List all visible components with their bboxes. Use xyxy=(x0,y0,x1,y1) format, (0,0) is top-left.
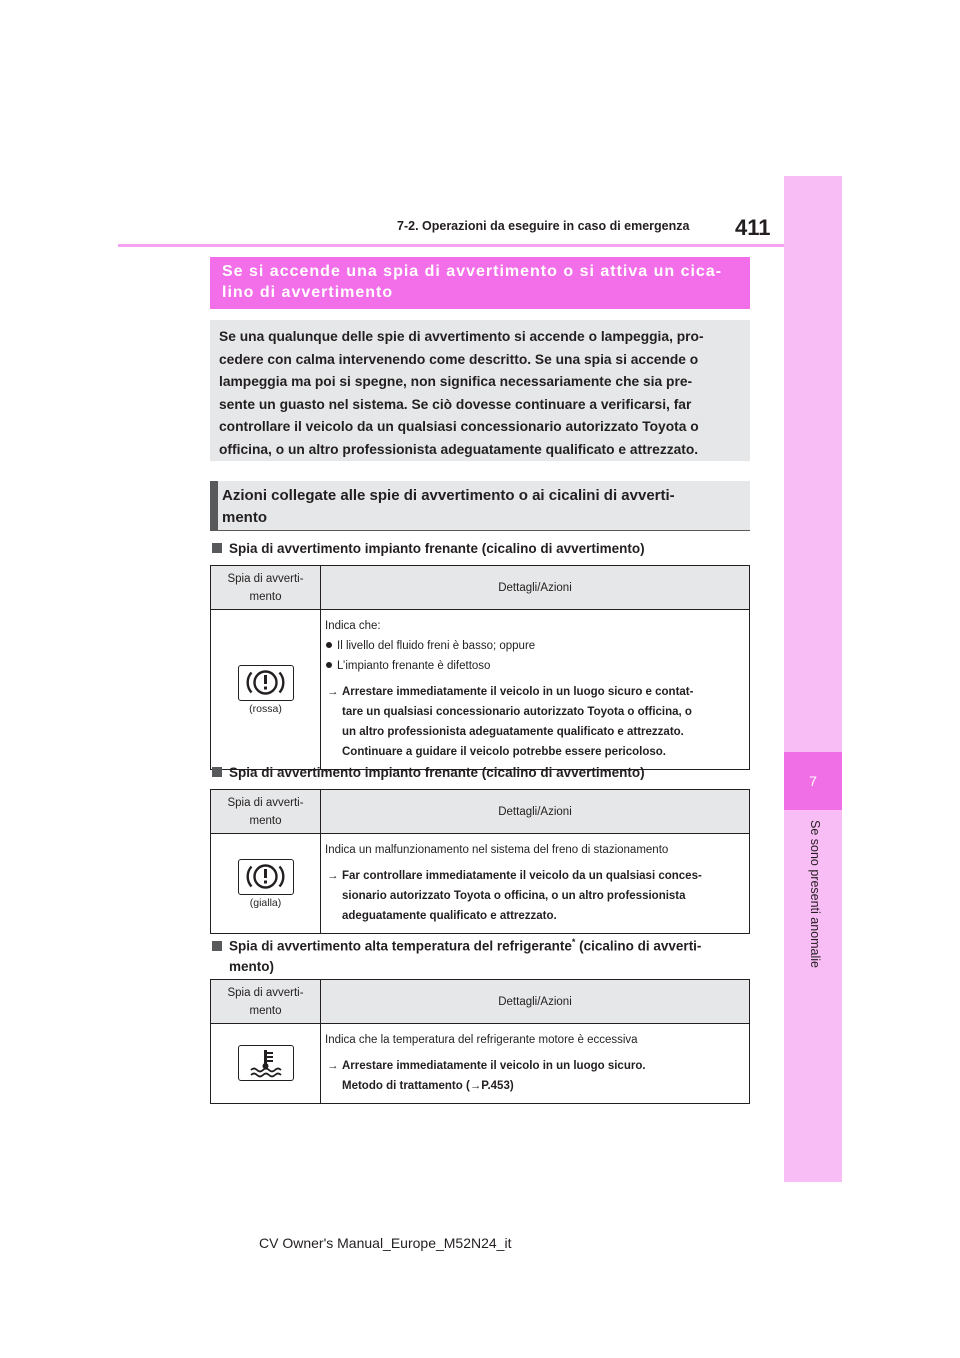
section-banner xyxy=(210,257,750,309)
brake-warning-icon xyxy=(238,859,294,895)
coolant-temperature-icon xyxy=(238,1045,294,1081)
details-bullet: L’impianto frenante è difettoso xyxy=(325,656,745,676)
details-intro: Indica che la temperatura del refrigerante motore è eccessiva xyxy=(325,1034,638,1046)
chapter-number: 7 xyxy=(784,752,842,810)
icon-caption: (rossa) xyxy=(249,702,282,715)
col-header-light: Spia di avverti- mento xyxy=(211,790,321,834)
details-action: → Arrestare immediatamente il veicolo in un luogo sicuro. Metodo di trattamento (→P.453) xyxy=(325,1056,745,1096)
col-header-details: Dettagli/Azioni xyxy=(321,790,750,834)
arrow-icon: → xyxy=(469,1080,482,1092)
brake-red-heading: Spia di avvertimento impianto frenante (cicalino di avvertimento) xyxy=(212,539,645,559)
chapter-title: Se sono presenti anomalie xyxy=(808,820,822,969)
intro-paragraph xyxy=(210,320,750,461)
brake-yellow-heading: Spia di avvertimento impianto frenante (cicalino di avvertimento) xyxy=(212,763,645,783)
square-bullet-icon xyxy=(212,543,222,553)
brake-red-table xyxy=(210,565,750,770)
icon-cell xyxy=(211,1024,321,1104)
arrow-icon: → xyxy=(327,686,339,698)
col-header-details: Dettagli/Azioni xyxy=(321,566,750,610)
details-cell xyxy=(321,834,750,934)
details-intro: Indica un malfunzionamento nel sistema del freno di stazionamento xyxy=(325,844,669,856)
details-intro: Indica che: xyxy=(325,620,381,632)
icon-cell xyxy=(211,834,321,934)
brake-warning-icon xyxy=(238,665,294,701)
details-action: → Far controllare immediatamente il veicolo da un qualsiasi conces- sionario autorizzato Toyota o officina, o un altro professionista adeguatamente qualificato e attrezzato. xyxy=(325,866,745,926)
arrow-icon: → xyxy=(327,1060,339,1072)
intro-line: lampeggia ma poi si spegne, non significa necessariamente che sia pre- xyxy=(219,374,693,389)
page-number: 411 xyxy=(735,215,771,240)
coolant-table xyxy=(210,979,750,1104)
intro-line: cedere con calma intervenendo come descritto. Se una spia si accende o xyxy=(219,351,699,367)
details-cell xyxy=(321,610,750,770)
actions-heading xyxy=(210,481,750,531)
intro-line: sente un guasto nel sistema. Se ciò dovesse continuare a verificarsi, far xyxy=(219,396,692,412)
icon-caption: (gialla) xyxy=(249,896,282,909)
header-divider xyxy=(118,244,784,247)
details-cell xyxy=(321,1024,750,1104)
actions-heading-line1: Azioni collegate alle spie di avvertimento o ai cicalini di avverti- xyxy=(222,487,675,504)
footer-manual-id: CV Owner's Manual_Europe_M52N24_it xyxy=(259,1235,512,1251)
details-bullet: Il livello del fluido freni è basso; oppure xyxy=(325,636,745,656)
square-bullet-icon xyxy=(212,767,222,777)
intro-line: officina, o un altro professionista adeguatamente qualificato e attrezzato. xyxy=(219,441,699,457)
icon-cell xyxy=(211,610,321,770)
section-title: 7-2. Operazioni da eseguire in caso di emergenza xyxy=(397,219,690,233)
col-header-light: Spia di avverti- mento xyxy=(211,980,321,1024)
actions-heading-line2: mento xyxy=(222,509,267,526)
page-reference-link[interactable]: P.453 xyxy=(481,1080,510,1092)
details-action: → Arrestare immediatamente il veicolo in un luogo sicuro e contat- tare un qualsiasi concessionario autorizzato Toyota o officina, o un altro professionista adeguatamente qualificato e attrezzato. Continuare a guidare il veicolo potrebbe essere pericoloso. xyxy=(325,682,745,762)
col-header-details: Dettagli/Azioni xyxy=(321,980,750,1024)
coolant-heading: Spia di avvertimento alta temperatura del refrigerante* (cicalino di avverti- mento) xyxy=(212,932,701,977)
square-bullet-icon xyxy=(212,941,222,951)
chapter-side-tab xyxy=(784,176,842,1182)
banner-title-line2: lino di avvertimento xyxy=(222,284,394,301)
banner-title-line1: Se si accende una spia di avvertimento o si attiva un cica- xyxy=(222,263,723,280)
intro-line: controllare il veicolo da un qualsiasi concessionario autorizzato Toyota o xyxy=(219,419,699,434)
arrow-icon: → xyxy=(327,870,339,882)
intro-line: Se una qualunque delle spie di avvertimento si accende o lampeggia, pro- xyxy=(219,329,704,344)
brake-yellow-table xyxy=(210,789,750,934)
col-header-light: Spia di avverti- mento xyxy=(211,566,321,610)
